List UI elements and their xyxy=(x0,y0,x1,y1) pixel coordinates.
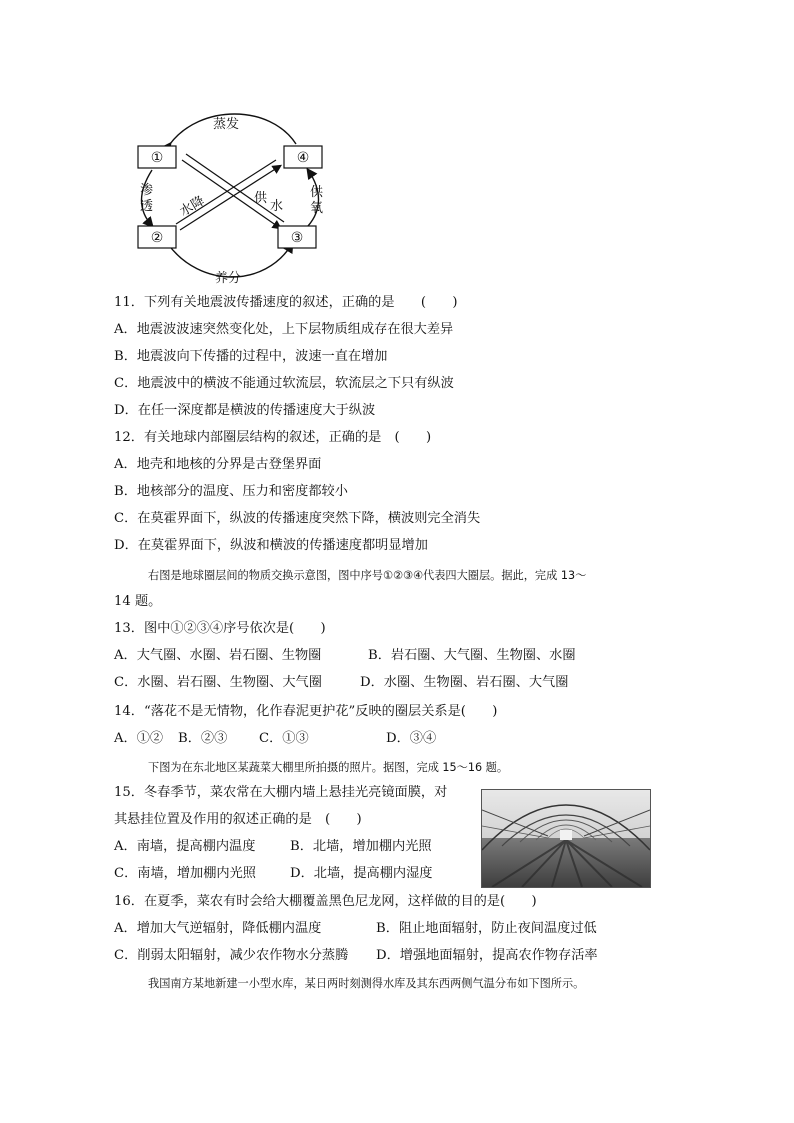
q13-option-a: A．大气圈、水圈、岩石圈、生物圈 xyxy=(114,648,322,663)
q15-stem-line-1: 15．冬春季节，菜农常在大棚内墙上悬挂光亮镜面膜，对 xyxy=(114,785,448,800)
intro-15: 下图为在东北地区某蔬菜大棚里所拍摄的照片。据图，完成 15～16 题。 xyxy=(148,761,509,774)
q11-stem: 11．下列有关地震波传播速度的叙述，正确的是 ( ) xyxy=(114,295,458,310)
q14-option-c: C．①③ xyxy=(259,731,309,746)
box-2-label: ② xyxy=(150,230,164,246)
infiltration-label-1: 渗 xyxy=(140,183,154,198)
intro-17: 我国南方某地新建一小型水库，某日两时刻测得水库及其东西两侧气温分布如下图所示。 xyxy=(148,977,585,990)
q16-option-d: D．增强地面辐射，提高农作物存活率 xyxy=(376,948,598,963)
infiltration-arc xyxy=(142,170,153,226)
q14-option-b: B．②③ xyxy=(178,731,228,746)
q15-option-c: C．南墙，增加棚内光照 xyxy=(114,866,256,881)
evaporation-label: 蒸发 xyxy=(212,117,240,132)
sphere-exchange-diagram xyxy=(130,104,330,288)
box-1-label: ① xyxy=(150,150,164,166)
q11-option-c: C．地震波中的横波不能通过软流层，软流层之下只有纵波 xyxy=(114,376,454,391)
q13-stem: 13．图中①②③④序号依次是( ) xyxy=(114,621,326,636)
intro-13-line-1: 右图是地球圈层间的物质交换示意图，图中序号①②③④代表四大圈层。据此，完成 13～ xyxy=(148,569,587,582)
q11-option-a: A．地震波波速突然变化处，上下层物质组成存在很大差异 xyxy=(114,322,454,337)
infiltration-label-2: 透 xyxy=(140,199,154,214)
q12-option-d: D．在莫霍界面下，纵波和横波的传播速度都明显增加 xyxy=(114,538,428,553)
q16-option-c: C．削弱太阳辐射，减少农作物水分蒸腾 xyxy=(114,948,349,963)
oxygen-label-1: 供 xyxy=(310,185,324,200)
intro-13-line-2: 14 题。 xyxy=(114,594,162,609)
water-supply-label-2: 水 xyxy=(270,199,284,214)
nutrient-label: 养分 xyxy=(214,271,242,286)
q15-option-b: B．北墙，增加棚内光照 xyxy=(290,839,432,854)
q13-option-b: B．岩石圈、大气圈、生物圈、水圈 xyxy=(368,648,576,663)
oxygen-label-2: 氧 xyxy=(310,201,324,216)
q11-option-b: B．地震波向下传播的过程中，波速一直在增加 xyxy=(114,349,388,364)
q14-stem: 14．“落花不是无情物，化作春泥更护花”反映的圈层关系是( ) xyxy=(114,704,498,719)
q14-option-d: D．③④ xyxy=(386,731,437,746)
q15-option-d: D．北墙，提高棚内湿度 xyxy=(290,866,433,881)
water-supply-label-1: 供 xyxy=(254,191,268,206)
q16-option-a: A．增加大气逆辐射，降低棚内温度 xyxy=(114,921,322,936)
q12-option-a: A．地壳和地核的分界是古登堡界面 xyxy=(114,457,322,472)
q16-stem: 16．在夏季，菜农有时会给大棚覆盖黑色尼龙网，这样做的目的是( ) xyxy=(114,894,537,909)
box-4-label: ④ xyxy=(296,150,310,166)
precipitation-label: 水降 xyxy=(177,193,208,220)
greenhouse-photo xyxy=(481,789,651,888)
q12-option-c: C．在莫霍界面下，纵波的传播速度突然下降，横波则完全消失 xyxy=(114,511,481,526)
q16-option-b: B．阻止地面辐射，防止夜间温度过低 xyxy=(376,921,597,936)
q13-option-d: D．水圈、生物圈、岩石圈、大气圈 xyxy=(360,675,569,690)
q11-option-d: D．在任一深度都是横波的传播速度大于纵波 xyxy=(114,403,376,418)
q12-option-b: B．地核部分的温度、压力和密度都较小 xyxy=(114,484,348,499)
q15-option-a: A．南墙，提高棚内温度 xyxy=(114,839,256,854)
q14-option-a: A．①② xyxy=(114,731,164,746)
q12-stem: 12．有关地球内部圈层结构的叙述，正确的是 ( ) xyxy=(114,430,432,445)
box-3-label: ③ xyxy=(290,230,304,246)
q15-stem-line-2: 其悬挂位置及作用的叙述正确的是 ( ) xyxy=(114,812,362,827)
q13-option-c: C．水圈、岩石圈、生物圈、大气圈 xyxy=(114,675,322,690)
